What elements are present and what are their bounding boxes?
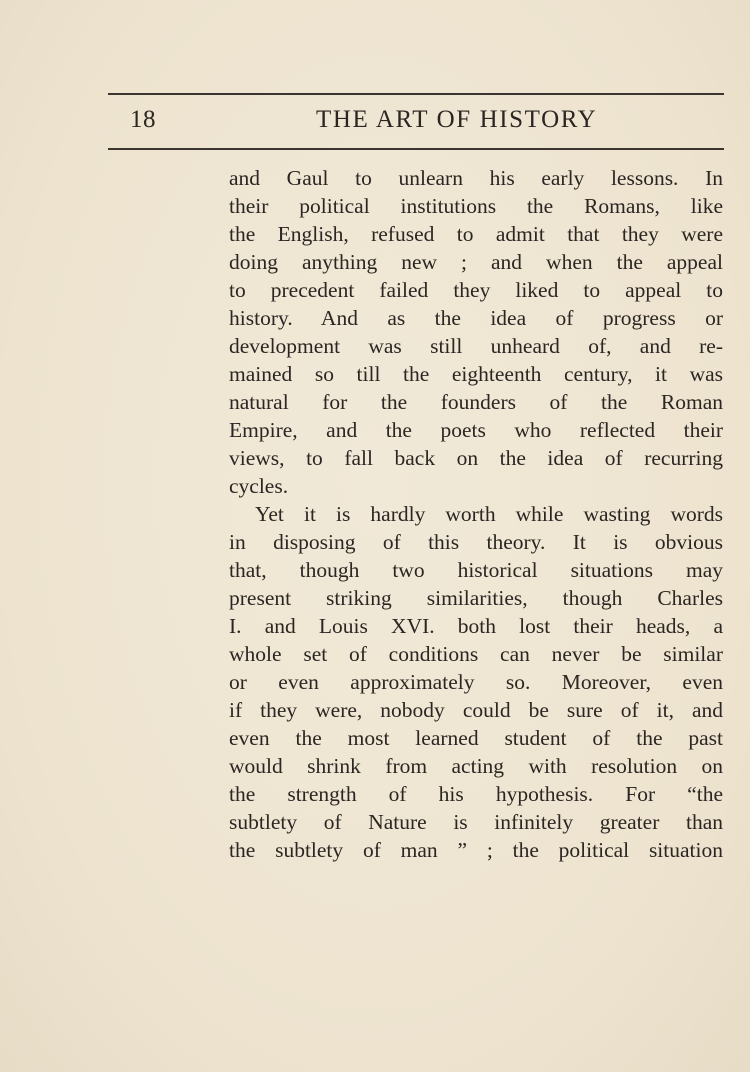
text-line: that, though two historical situations may (229, 558, 723, 582)
text-line: or even approximately so. Moreover, even (229, 670, 723, 694)
text-line: the subtlety of man ” ; the political situation (229, 838, 723, 862)
text-line: doing anything new ; and when the appeal (229, 250, 723, 274)
running-title: THE ART OF HISTORY (316, 106, 598, 133)
text-line: Empire, and the poets who reflected their (229, 418, 723, 442)
body-text (229, 164, 723, 864)
text-line: natural for the founders of the Roman (229, 390, 723, 414)
header-top-rule (108, 93, 724, 95)
text-line: Yet it is hardly worth while wasting words (255, 502, 723, 526)
text-line: whole set of conditions can never be similar (229, 642, 723, 666)
text-line: to precedent failed they liked to appeal to (229, 278, 723, 302)
text-line: the English, refused to admit that they were (229, 222, 723, 246)
text-line: the strength of his hypothesis. For “the (229, 782, 723, 806)
text-line: and Gaul to unlearn his early lessons. In (229, 166, 723, 190)
text-line: even the most learned student of the past (229, 726, 723, 750)
text-line: subtlety of Nature is infinitely greater than (229, 810, 723, 834)
text-line: cycles. (229, 474, 289, 498)
text-line: in disposing of this theory. It is obvious (229, 530, 723, 554)
text-line: development was still unheard of, and re- (229, 334, 723, 358)
page-number: 18 (130, 106, 156, 133)
header-bottom-rule (108, 148, 724, 150)
text-line: history. And as the idea of progress or (229, 306, 723, 330)
paragraph (229, 164, 723, 500)
paragraph (229, 500, 723, 864)
text-line: if they were, nobody could be sure of it, and (229, 698, 723, 722)
text-line: present striking similarities, though Charles (229, 586, 723, 610)
text-line: their political institutions the Romans, like (229, 194, 723, 218)
text-line: mained so till the eighteenth century, it was (229, 362, 723, 386)
running-header (108, 102, 724, 142)
text-line: would shrink from acting with resolution on (229, 754, 723, 778)
text-line: views, to fall back on the idea of recurring (229, 446, 723, 470)
text-line: I. and Louis XVI. both lost their heads, a (229, 614, 723, 638)
